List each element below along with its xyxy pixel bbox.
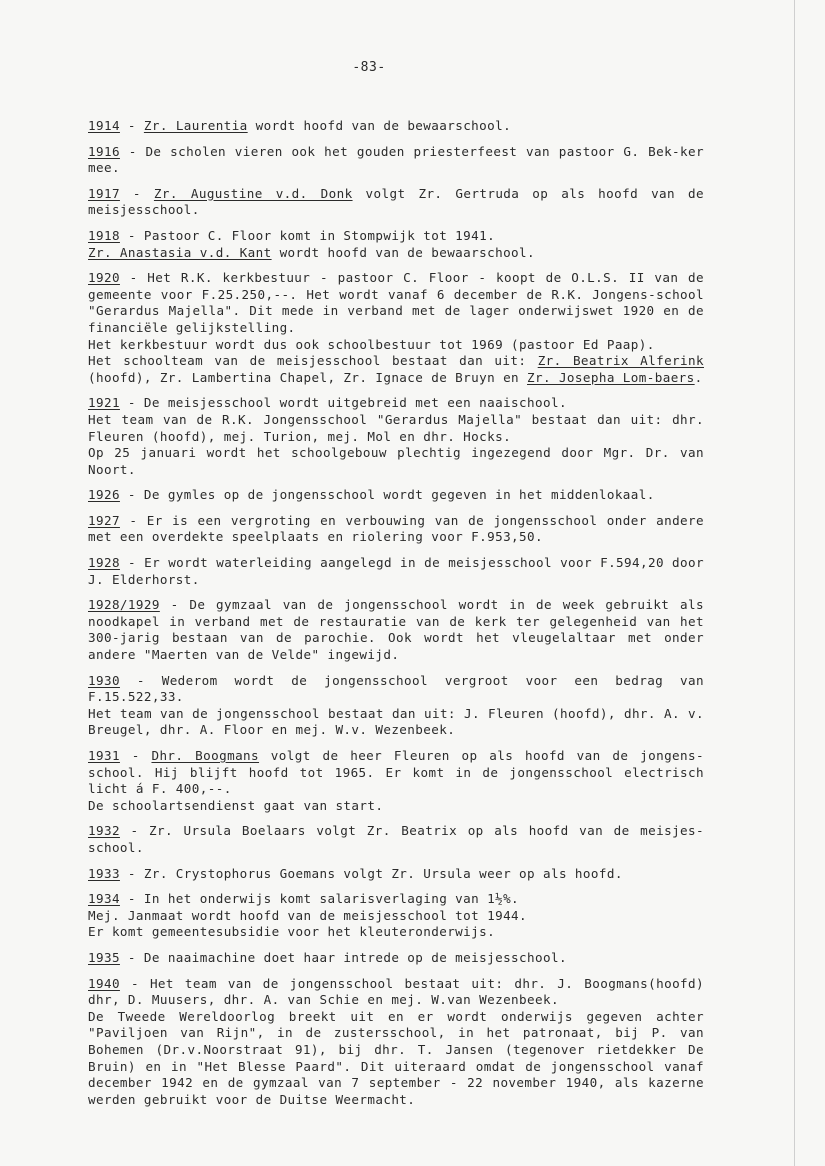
entry-text: - Zr. Ursula Boelaars volgt Zr. Beatrix op als hoofd van de meisjes-school.: [88, 823, 704, 855]
entry-1931: 1931 - Dhr. Boogmans volgt de heer Fleuren op als hoofd van de jongens-school. Hij blijft hoofd tot 1965. Er komt in de jongensschool electrisch licht á F. 400,--. De schoolartsendienst gaat van start.: [88, 748, 704, 813]
entry-1921: [88, 395, 704, 478]
entry-paragraph: Mej. Janmaat wordt hoofd van de meisjesschool tot 1944.: [88, 907, 528, 923]
entry-text: - Zr. Crystophorus Goemans volgt Zr. Ursula weer op als hoofd.: [119, 865, 623, 881]
entry-1918: [88, 228, 704, 261]
entry-text: (hoofd), Zr. Lambertina Chapel, Zr. Ignace de Bruyn en: [88, 369, 528, 385]
entry-1933: [88, 866, 704, 883]
entry-name: Zr. Anastasia v.d. Kant: [88, 244, 272, 260]
entry-year: 1932: [88, 823, 120, 839]
entry-1928: [88, 555, 704, 588]
entry-name: Zr. Beatrix Alferink: [537, 353, 704, 369]
entry-year: 1914: [88, 118, 120, 133]
entry-paragraph: Op 25 januari wordt het schoolgebouw plechtig ingezegend door Mgr. Dr. van Noort.: [88, 445, 704, 477]
entry-text: - Het team van de jongensschool bestaat uit: dhr. J. Boogmans(hoofd) dhr, D. Muusers, dhr. A. van Schie en mej. W.van Wezenbeek.: [88, 975, 704, 1008]
entry-name: Zr. Laurentia: [143, 118, 248, 133]
entry-year: 1933: [88, 865, 120, 881]
entry-paragraph: De Tweede Wereldoorlog breekt uit en er wordt onderwijs gegeven achter "Paviljoen van Rijn", in de zustersschool, in het patronaat, bij P. van Bohemen (Dr.v.Noorstraat 91), bij dhr. T. Jansen (tegenover rietdekker De Bruin) en in "Het Blesse Paard". Dit uiteraard omdat de jongensschool vanaf december 1942 en de gymzaal van 7 september - 22 november 1940, als kazerne werden gebruikt voor de Duitse Weermacht.: [88, 1008, 704, 1107]
entry-name: Zr. Josepha Lom-baers: [527, 369, 695, 385]
entry-year: 1930: [88, 672, 120, 688]
entry-name: Dhr. Boogmans: [151, 748, 260, 763]
entry-text: - Wederom wordt de jongensschool vergroot voor een bedrag van F.15.522,33.: [88, 672, 704, 705]
page-number: -83-: [352, 60, 386, 75]
entry-year: 1926: [88, 487, 120, 503]
entry-text: volgt de heer Fleuren op als hoofd van de jongens-school. Hij blijft hoofd tot 1965. Er komt in de jongensschool electrisch licht á F. 400,--.: [88, 748, 704, 797]
entry-year: 1934: [88, 891, 120, 907]
entry-1916: [88, 144, 704, 177]
entry-1940: [88, 976, 704, 1109]
entry-text: - De naaimachine doet haar intrede op de meisjesschool.: [119, 949, 567, 965]
entry-text: .: [694, 369, 703, 385]
entry-year: 1940: [88, 975, 120, 991]
entry-text: - Er wordt waterleiding aangelegd in de meisjesschool voor F.594,20 door J. Elderhorst.: [88, 555, 704, 587]
entry-1920: [88, 270, 704, 386]
entry-paragraph: Het team van de jongensschool bestaat dan uit: J. Fleuren (hoofd), dhr. A. v. Breugel, dhr. A. Floor en mej. W.v. Wezenbeek.: [88, 705, 704, 738]
entry-1932: [88, 823, 704, 856]
entry-1917: 1917 - Zr. Augustine v.d. Donk volgt Zr. Gertruda op als hoofd van de meisjesschool.: [88, 185, 704, 218]
entry-year: 1918: [88, 227, 120, 243]
entry-1926: [88, 487, 704, 504]
entry-text: - In het onderwijs komt salarisverlaging van 1½%.: [119, 891, 520, 907]
entry-1935: [88, 950, 704, 967]
chronicle-text: [88, 118, 704, 1117]
entry-paragraph: Het team van de R.K. Jongensschool "Gerardus Majella" bestaat dan uit: dhr. Fleuren (hoofd), mej. Turion, mej. Mol en dhr. Hocks.: [88, 411, 704, 444]
entry-year: 1921: [88, 395, 120, 411]
entry-paragraph: Er komt gemeentesubsidie voor het kleuteronderwijs.: [88, 924, 496, 940]
entry-text: Het schoolteam van de meisjesschool bestaat dan uit:: [88, 353, 538, 369]
entry-text: - Pastoor C. Floor komt in Stompwijk tot 1941.: [119, 227, 496, 243]
entry-year: 1916: [88, 143, 120, 159]
entry-1930: [88, 673, 704, 739]
entry-year: 1917: [88, 185, 120, 201]
entry-paragraph: Het kerkbestuur wordt dus ook schoolbestuur tot 1969 (pastoor Ed Paap).: [88, 336, 655, 352]
entry-year: 1928/1929: [88, 597, 160, 613]
entry-text: volgt Zr. Gertruda op als hoofd van de meisjesschool.: [88, 185, 704, 218]
entry-1928-1929: [88, 597, 704, 663]
entry-year: 1920: [88, 270, 120, 286]
entry-1927: [88, 513, 704, 546]
entry-year: 1935: [88, 949, 120, 965]
entry-text: wordt hoofd van de bewaarschool.: [247, 118, 512, 133]
entry-text: - Het R.K. kerkbestuur - pastoor C. Floor - koopt de O.L.S. II van de gemeente voor F.25.250,--. Het wordt vanaf 6 december de R.K. Jongens-school "Gerardus Majella". Dit mede in verband met de lager onderwijswet 1920 en de financiële gelijkstelling.: [88, 270, 704, 335]
entry-year: 1927: [88, 512, 120, 528]
entry-text: - De gymzaal van de jongensschool wordt in de week gebruikt als noodkapel in verband met de restauratie van de kerk ter gelegenheid van het 300-jarig bestaan van de parochie. Ook wordt het vleugelaltaar met onder andere "Maerten van de Velde" ingewijd.: [88, 597, 704, 663]
page-edge-line: [794, 0, 795, 1166]
entry-text: wordt hoofd van de bewaarschool.: [271, 244, 536, 260]
entry-1914: 1914 - Zr. Laurentia wordt hoofd van de bewaarschool.: [88, 118, 512, 133]
entry-1934: [88, 891, 704, 941]
entry-name: Zr. Augustine v.d. Donk: [153, 185, 353, 201]
entry-text: - Er is een vergroting en verbouwing van de jongensschool onder andere met een overdekte speelplaats en riolering voor F.953,50.: [88, 512, 704, 545]
entry-text: - De meisjesschool wordt uitgebreid met een naaischool.: [119, 395, 567, 411]
entry-text: - De gymles op de jongensschool wordt gegeven in het middenlokaal.: [119, 487, 655, 503]
entry-year: 1928: [88, 555, 120, 571]
entry-year: 1931: [88, 748, 120, 763]
entry-paragraph: De schoolartsendienst gaat van start.: [88, 797, 384, 813]
entry-text: - De scholen vieren ook het gouden priesterfeest van pastoor G. Bek-ker mee.: [88, 143, 704, 176]
